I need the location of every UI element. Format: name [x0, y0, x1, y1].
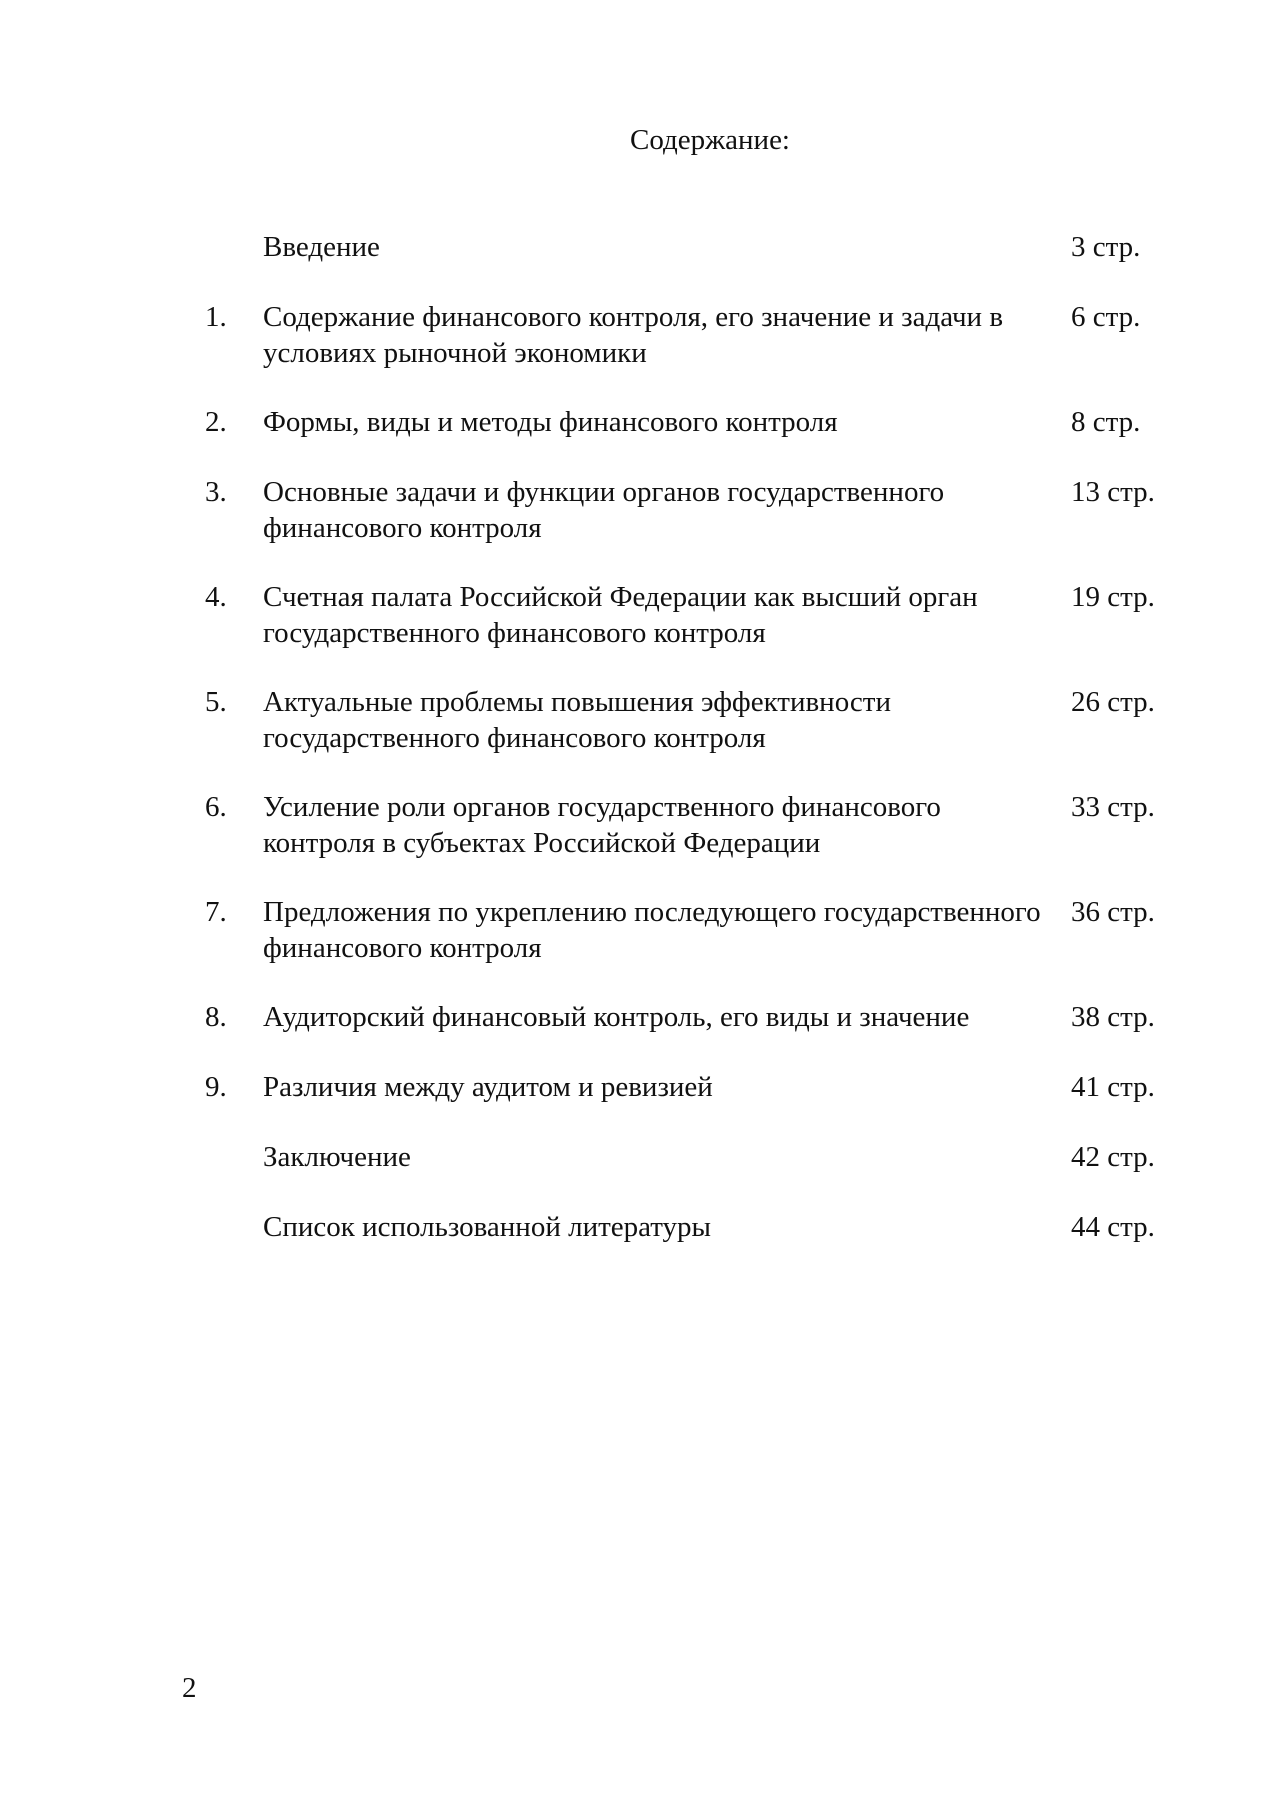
toc-entry-page: 13 стр.: [1071, 476, 1155, 508]
toc-entry-title: Список использованной литературы: [263, 1211, 712, 1243]
toc-entry-title: Формы, виды и методы финансового контроля: [263, 406, 838, 438]
toc-entry-title: Заключение: [263, 1141, 411, 1173]
toc-entry-number: 7.: [205, 896, 227, 928]
toc-entry-page: 3 стр.: [1071, 231, 1141, 263]
page-title: Содержание:: [629, 124, 790, 156]
toc-entry-number: 3.: [205, 476, 227, 508]
toc-entry-title: Различия между аудитом и ревизией: [263, 1071, 713, 1103]
toc-entry-page: 6 стр.: [1071, 301, 1141, 333]
toc-entry-title: Усиление роли органов государственного финансового контроля в субъектах Российской Федерации: [263, 791, 941, 859]
toc-entry-number: 6.: [205, 791, 227, 823]
toc-entry-page: 38 стр.: [1071, 1001, 1155, 1033]
toc-entry-title: Предложения по укреплению последующего государственного финансового контроля: [263, 896, 1041, 964]
toc-entry-page: 42 стр.: [1071, 1141, 1155, 1173]
toc-entry-title: Содержание финансового контроля, его значение и задачи в условиях рыночной экономики: [263, 301, 1004, 369]
toc-entry-page: 44 стр.: [1071, 1211, 1155, 1243]
toc-entry-page: 8 стр.: [1071, 406, 1141, 438]
toc-entry-title: Актуальные проблемы повышения эффективности государственного финансового контроля: [263, 686, 891, 754]
toc-entry-number: 5.: [205, 686, 227, 718]
toc-entry-page: 41 стр.: [1071, 1071, 1155, 1103]
toc-entry-page: 26 стр.: [1071, 686, 1155, 718]
toc-entry-title: Аудиторский финансовый контроль, его виды и значение: [263, 1001, 970, 1033]
toc-entry-title: Счетная палата Российской Федерации как высший орган государственного финансового контроля: [263, 581, 978, 649]
toc-entry-number: 4.: [205, 581, 227, 613]
toc-entry-title: Введение: [263, 231, 380, 263]
toc-entry-number: 9.: [205, 1071, 227, 1103]
toc-entry-number: 1.: [205, 301, 227, 333]
toc-entry-number: 2.: [205, 406, 227, 438]
toc-entry-page: 19 стр.: [1071, 581, 1155, 613]
toc-entry-page: 33 стр.: [1071, 791, 1155, 823]
page-number: 2: [182, 1672, 197, 1704]
toc-entry-title: Основные задачи и функции органов государственного финансового контроля: [263, 476, 945, 544]
toc-entry-page: 36 стр.: [1071, 896, 1155, 928]
toc-entry-number: 8.: [205, 1001, 227, 1033]
